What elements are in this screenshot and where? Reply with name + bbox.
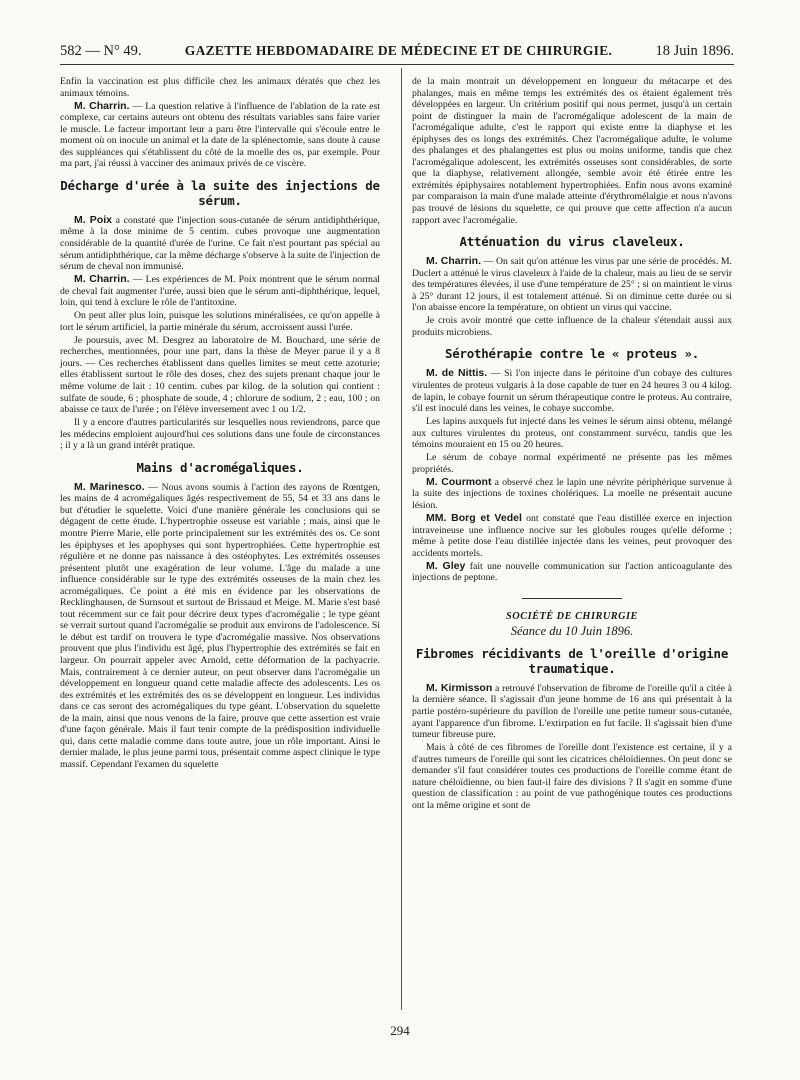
paragraph: Enfin la vaccination est plus difficile chez les animaux dératés que chez les animaux témoins. (60, 76, 380, 99)
speaker-name: M. Poix (74, 213, 112, 226)
paragraph-text: fait une nouvelle communication sur l'action anticoagulante des injections de peptone. (412, 560, 732, 584)
paragraph: Il y a encore d'autres particularités sur lesquelles nous reviendrons, parce que les médecins emploient aujourd'hui ces solutions dans une foule de circonstances ; il y a là un grand intérêt pratique. (60, 417, 380, 452)
paragraph: de la main montrait un développement en longueur du métacarpe et des phalanges, mais en même temps les extrémités des os étaient également très développées en largeur. Un critérium positif qui nous permet, jusqu'à un certain point de distinguer la main de l'acromégalique adolescent de la main de l'acromégalique adulte, c'est le rapport qui existe entre la diaphyse et les épiphyses des os longs des extrémités. Chez l'acromégalique adulte, le volume des phalanges et des phalangettes est plus ou moins uniforme, tandis que chez l'acromégalique adolescent, les extrémités osseuses sont considérables, de sorte que la diaphyse, relativement allongée, semble avoir été étirée entre les extrémités épiphysaires notablement hypertrophiées. Enfin nous avons examiné par comparaison la main d'une malade atteinte d'érythromélalgie et nous n'avons pas trouvé de lésions du squelette, ce qui prouve que cette affection n'a aucun rapport avec l'acromégalie. (412, 76, 732, 226)
paragraph (60, 274, 380, 309)
paragraph: Mais à côté de ces fibromes de l'oreille dont l'existence est certaine, il y a d'autres tumeurs de l'oreille qui sont les cicatrices chéloïdiennes. On peut donc se demander s'il faut considérer toutes ces productions de l'oreille comme étant de nature chéloïdienne, ou bien faut-il faire des divisions ? Il s'agit en somme d'une question de classification : au point de vue pathogénique toutes ces productions ont la même origine et sont de (412, 742, 732, 811)
paragraph (60, 482, 380, 771)
paragraph-text: a observé chez le lapin une névrite périphérique survenue à la suite des injections de toxines cholériques. La moelle ne présentait aucune lésion. (412, 476, 732, 511)
section-heading: Atténuation du virus claveleux. (459, 234, 685, 250)
paragraph: Le sérum de cobaye normal expérimenté ne présente pas les mêmes propriétés. (412, 452, 732, 475)
section-heading: Mains d'acromégaliques. (136, 459, 304, 475)
speaker-name: M. Gley (426, 559, 466, 572)
paragraph-text: — La question relative à l'influence de l'ablation de la rate est complexe, car certains auteurs ont obtenu des résultats variables sans faire varier le muscle. Le facteur important leur a paru être l'intervalle qui s'écoule entre le moment où on inocule un animal et la date de la splénectomie, sans doute à cause des suppléances qui s'établissent du côté de la moelle des os, par exemple. Pour ma part, j'ai réussi à vacciner des animaux privés de ce viscère. (60, 100, 380, 170)
paragraph (60, 101, 380, 170)
header-journal-title: GAZETTE HEBDOMADAIRE DE MÉDECINE ET DE CHIRURGIE. (184, 43, 613, 58)
speaker-name: M. de Nittis. (426, 367, 488, 380)
page-number: 294 (390, 1023, 410, 1038)
paragraph (412, 683, 732, 741)
paragraph (412, 513, 732, 559)
paragraph-text: — On sait qu'on atténue les virus par une série de procédés. M. Duclert a atténué le virus claveleux à l'aide de la chaleur, mais au lieu de se servir des températures élevées, il use d'une température de 25° ; si on maintient le virus à 25° durant 12 jours, il est totalement atténué. Si on diminue cette durée ou si l'on abaisse encore la température, on obtient un virus qui vaccine. (412, 256, 732, 314)
section-separator (522, 598, 622, 599)
paragraph: Je poursuis, avec M. Desgrez au laboratoire de M. Bouchard, une série de recherches, mentionnées, pour une part, dans la thèse de Meyer parue il y a 8 jours. — Ces recherches établissent dans quelles limites se meut cette azoturie; elles établissent surtout le rôle des doses, chez des sujets prenant chaque jour le même volume de lait : 10 centim. cubes par kilog. de la solution qui contient : sulfate de soude, 6 ; phosphate de soude, 4 ; chlorure de sodium, 2 ; eau, 100 ; on abaisse ce taux de l'urée ; on l'élève inversement avec 1 ou 1/2. (60, 334, 380, 416)
paragraph (412, 477, 732, 512)
column-divider (401, 68, 402, 1010)
speaker-name: M. Charrin. (74, 273, 130, 286)
paragraph (412, 368, 732, 414)
header-date: 18 Juin 1896. (655, 42, 734, 59)
paragraph: Les lapins auxquels fut injecté dans les veines le sérum ainsi obtenu, mélangé aux cultures virulentes du proteus, ont constamment survécu, tandis que les témoins mouraient en 15 ou 20 heures. (412, 416, 732, 451)
paragraph (412, 561, 732, 584)
session-date: Séance du 10 Juin 1896. (510, 624, 634, 639)
speaker-name: M. Kirmisson (426, 681, 493, 694)
speaker-name: MM. Borg et Vedel (426, 512, 522, 524)
paragraph (412, 256, 732, 314)
paragraph: On peut aller plus loin, puisque les solutions minéralisées, ce qu'on appelle à tort le sérum artificiel, la partie minérale du sérum, accroissent aussi l'urée. (60, 310, 380, 333)
speaker-name: M. Charrin. (426, 255, 481, 268)
paragraph-text: — Si l'on injecte dans le péritoine d'un cobaye des cultures virulentes de proteus vulgaris à la dose capable de tuer en 24 heures 3 ou 4 kilog. de lapin, le cobaye fournit un sérum thérapeutique contre le proteus. Au contraire, s'il est inoculé dans les veines, le cobaye succombe. (412, 368, 733, 415)
paragraph: Je crois avoir montré que cette influence de la chaleur s'étendait aussi aux produits microbiens. (412, 315, 732, 338)
speaker-name: M. Marinesco. (74, 480, 145, 493)
speaker-name: M. Charrin. (74, 99, 130, 112)
left-column (60, 76, 380, 772)
right-column (412, 76, 732, 813)
header-page-ref: 582 — N° 49. (60, 42, 142, 59)
paragraph-text: a constaté que l'injection sous-cutanée de sérum antidiphthérique, même à la dose minime de 5 centim. cubes provoque une augmentation considérable de la quantité d'urée de l'urine. Ce fait n'est pourtant pas spécial au sérum antidiphthérique, car la même décharge s'observe à la suite de l'injection de sérum de cheval non immunisé. (60, 214, 380, 273)
paragraph-text: ont constaté que l'eau distillée exerce en injection intraveineuse une influence nocive sur les globules rouges qu'elle déforme ; même à petite dose l'eau distillée injectée dans les veines, peut provoquer des accidents mortels. (412, 513, 732, 559)
section-heading: Sérothérapie contre le « proteus ». (444, 346, 700, 362)
speaker-name: M. Courmont (426, 475, 492, 488)
paragraph (60, 215, 380, 273)
page-header (60, 38, 734, 65)
section-heading: Fibromes récidivants de l'oreille d'origine traumatique. (415, 645, 729, 676)
paragraph-text: a retrouvé l'observation de fibrome de l'oreille qu'il a citée à la dernière séance. Il s'agissait d'un jeune homme de 16 ans qui présentait à la partie postéro-supérieure du pavillon de l'oreille une petite tumeur sous-cutanée, ayant l'apparence d'un fibrome. L'extirpation en fut facile. Il s'agissait bien d'une tumeur fibreuse pure. (412, 682, 732, 741)
paragraph-text: — Nous avons soumis à l'action des rayons de Rœntgen, les mains de 4 acromégaliques âgés respectivement de 55, 54 et 33 ans dans le but d'étudier le squelette. Voici d'une manière générale les conclusions qui se dégagent de cette étude. L'hypertrophie osseuse est variable ; mais, ainsi que le montre Pierre Marie, elle porte principalement sur les extrémités des os. Ce sont les épiphyses et les apophyses qui sont hypertrophiées. Cette hypertrophie est régulière et ne donne pas naissance à des ostéophytes. Les extrémités osseuses présentent plutôt une exagération de leur volume. L'âge du malade a une influence considérable sur le type des extrémités osseuses de la main chez les acromégaliques. Ce point a été mis en évidence par les observations de Recklinghausen, de Surnsout et surtout de Brissaud et Meige. M. Marie s'est basé tout récemment sur ce fait pour décrire deux types d'acromégalie ; le type géant se verrait surtout quand l'acromégalie se produit aux environs de l'adolescence. Si le début est tardif on trouvera le type d'acromégalie massive. Nos observations prouvent que plus l'individu est âgé, plus l'hypertrophie des extrémités se fait en largeur. On pourrait appeler avec Arnold, cette déformation de la pachyacrie. Mais, contrairement à ce dernier auteur, on peut observer dans l'acromégalie un développement en longueur quand cette maladie affecte des adolescents. Les os des extrémités et les extrémités des os se développent en longueur. Les individus dans ce cas seront des acromégaliques du type géant. L'observation du squelette de la main, ainsi que nous venons de la faire, prouve que cette assertion est vraie d'une façon générale. Mais il faut tenir compte de la prédisposition individuelle qui, dans cette maladie comme dans toute autre, joue un rôle important. Ainsi le dernier malade, le plus jeune parmi tous, présentait comme aspect clinique le type massif. Cependant l'examen du squelette (60, 481, 380, 770)
paragraph-text: — Les expériences de M. Poix montrent que le sérum normal de cheval fait augmenter l'urée, aussi bien que le sérum anti-diphthérique, lequel, loin, qui tend à exclure le rôle de l'antitoxine. (60, 274, 380, 309)
section-heading: Décharge d'urée à la suite des injections de sérum. (60, 177, 380, 208)
society-title: SOCIÉTÉ DE CHIRURGIE (506, 610, 638, 622)
